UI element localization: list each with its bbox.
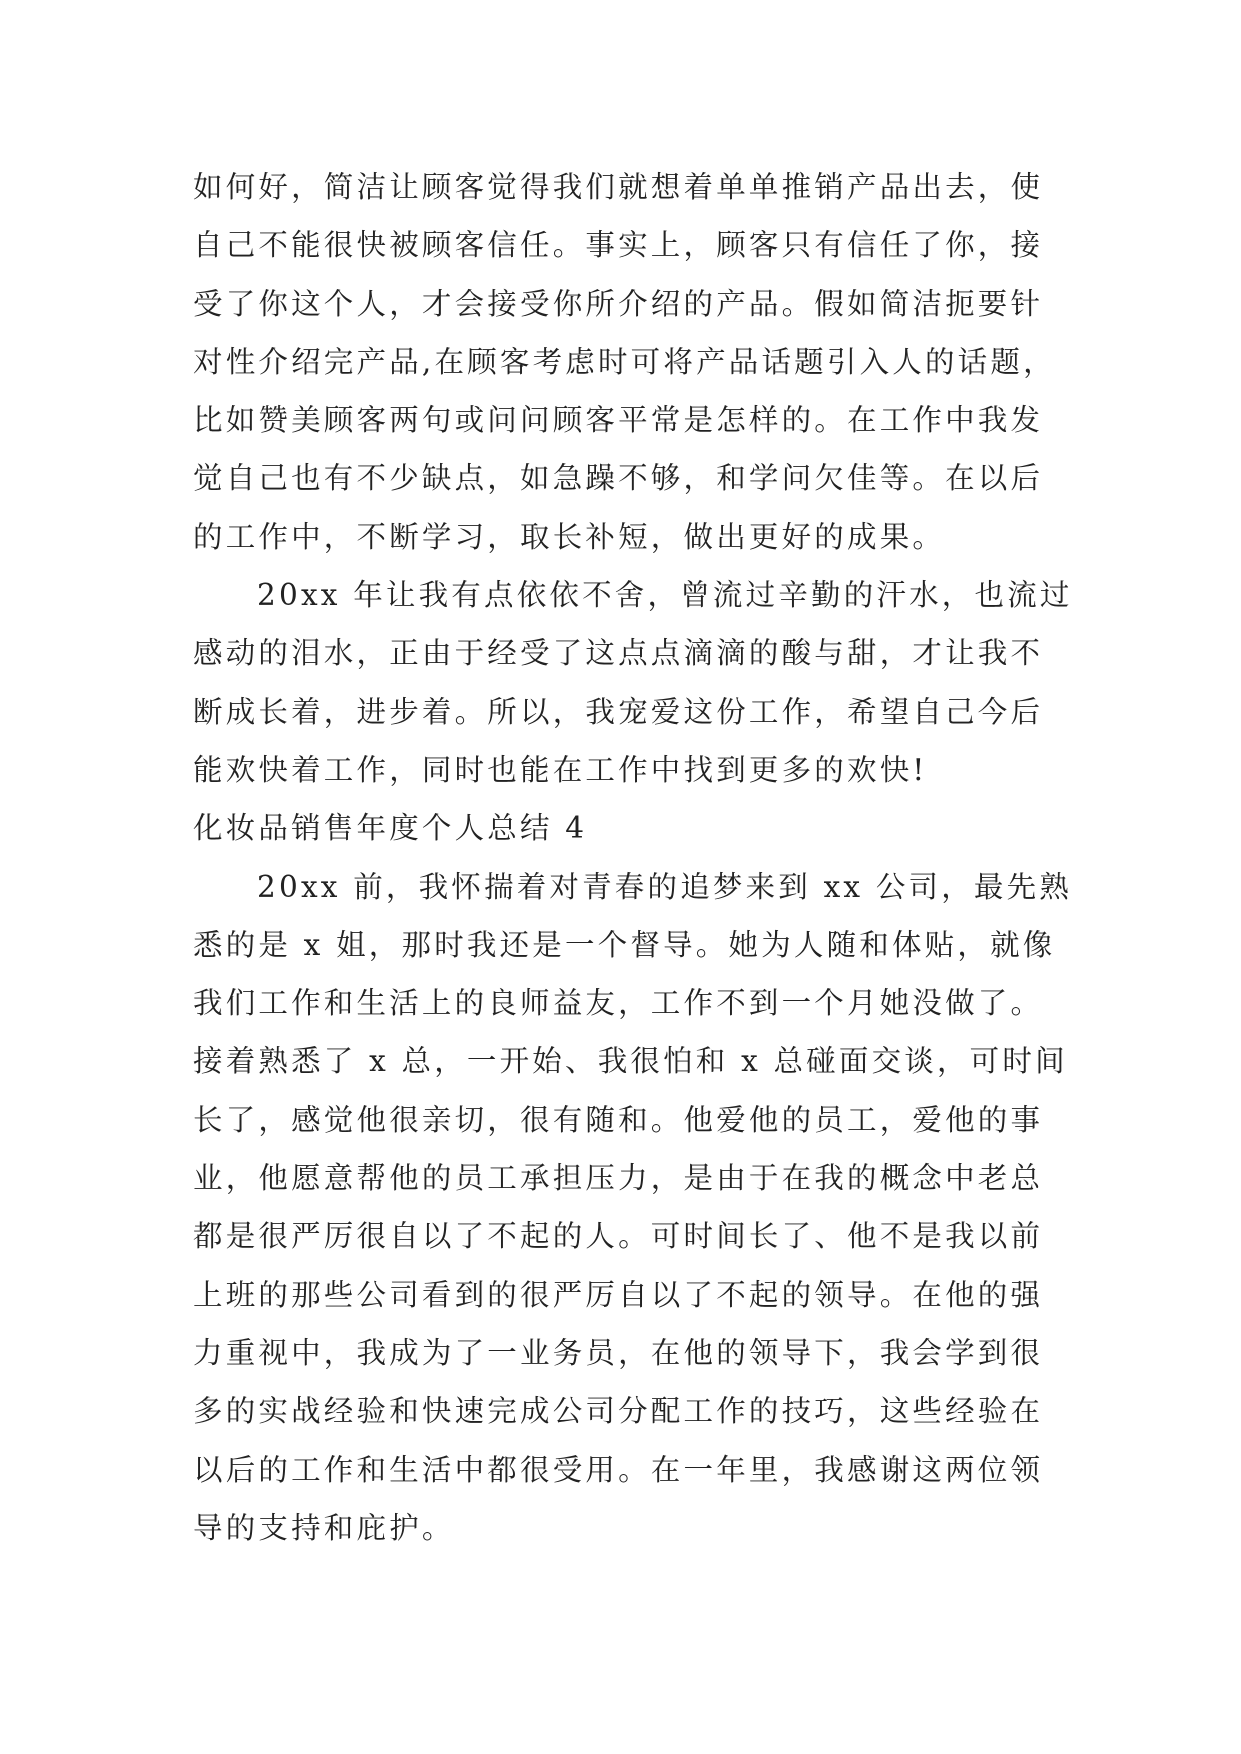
text-line: 上班的那些公司看到的很严厉自以了不起的领导。在他的强 (193, 1277, 1044, 1312)
text-line: 业，他愿意帮他的员工承担压力，是由于在我的概念中老总 (193, 1161, 1044, 1196)
text-line: 导的支持和庇护。 (193, 1510, 455, 1545)
text-line: 如何好，简洁让顾客觉得我们就想着单单推销产品出去，使 (193, 170, 1044, 204)
paragraph-start-line: 20xx 前，我怀揣着对青春的追梦来到 xx 公司，最先熟 (257, 869, 1073, 904)
text-line: 觉自己也有不少缺点，如急躁不够，和学问欠佳等。在以后 (193, 461, 1044, 496)
text-line: 能欢快着工作，同时也能在工作中找到更多的欢快! (193, 752, 928, 787)
text-line: 断成长着，进步着。所以，我宠爱这份工作，希望自己今后 (193, 694, 1044, 729)
section-heading: 化妆品销售年度个人总结 4 (193, 811, 588, 846)
text-line: 接着熟悉了 x 总，一开始、我很怕和 x 总碰面交谈，可时间 (193, 1044, 1068, 1079)
text-line: 受了你这个人，才会接受你所介绍的产品。假如简洁扼要针 (193, 286, 1044, 321)
text-line: 感动的泪水，正由于经受了这点点滴滴的酸与甜，才让我不 (193, 636, 1044, 671)
text-line: 多的实战经验和快速完成公司分配工作的技巧，这些经验在 (193, 1394, 1044, 1429)
text-line: 以后的工作和生活中都很受用。在一年里，我感谢这两位领 (193, 1452, 1044, 1487)
text-line: 都是很严厉很自以了不起的人。可时间长了、他不是我以前 (193, 1219, 1044, 1254)
text-line: 力重视中，我成为了一业务员，在他的领导下，我会学到很 (193, 1335, 1044, 1370)
text-line: 对性介绍完产品,在顾客考虑时可将产品话题引入人的话题， (193, 344, 1056, 379)
paragraph-start-line: 20xx 年让我有点依依不舍，曾流过辛勤的汗水，也流过 (257, 578, 1073, 613)
text-line: 比如赞美顾客两句或问问顾客平常是怎样的。在工作中我发 (193, 403, 1044, 438)
text-line: 我们工作和生活上的良师益友，工作不到一个月她没做了。 (193, 986, 1044, 1021)
text-line: 长了，感觉他很亲切，很有随和。他爱他的员工，爱他的事 (193, 1102, 1044, 1137)
document-body (193, 158, 1073, 1557)
text-line: 悉的是 x 姐，那时我还是一个督导。她为人随和体贴，就像 (193, 927, 1056, 962)
text-line: 自己不能很快被顾客信任。事实上，顾客只有信任了你，接 (193, 228, 1044, 263)
text-line: 的工作中，不断学习，取长补短，做出更好的成果。 (193, 519, 946, 554)
